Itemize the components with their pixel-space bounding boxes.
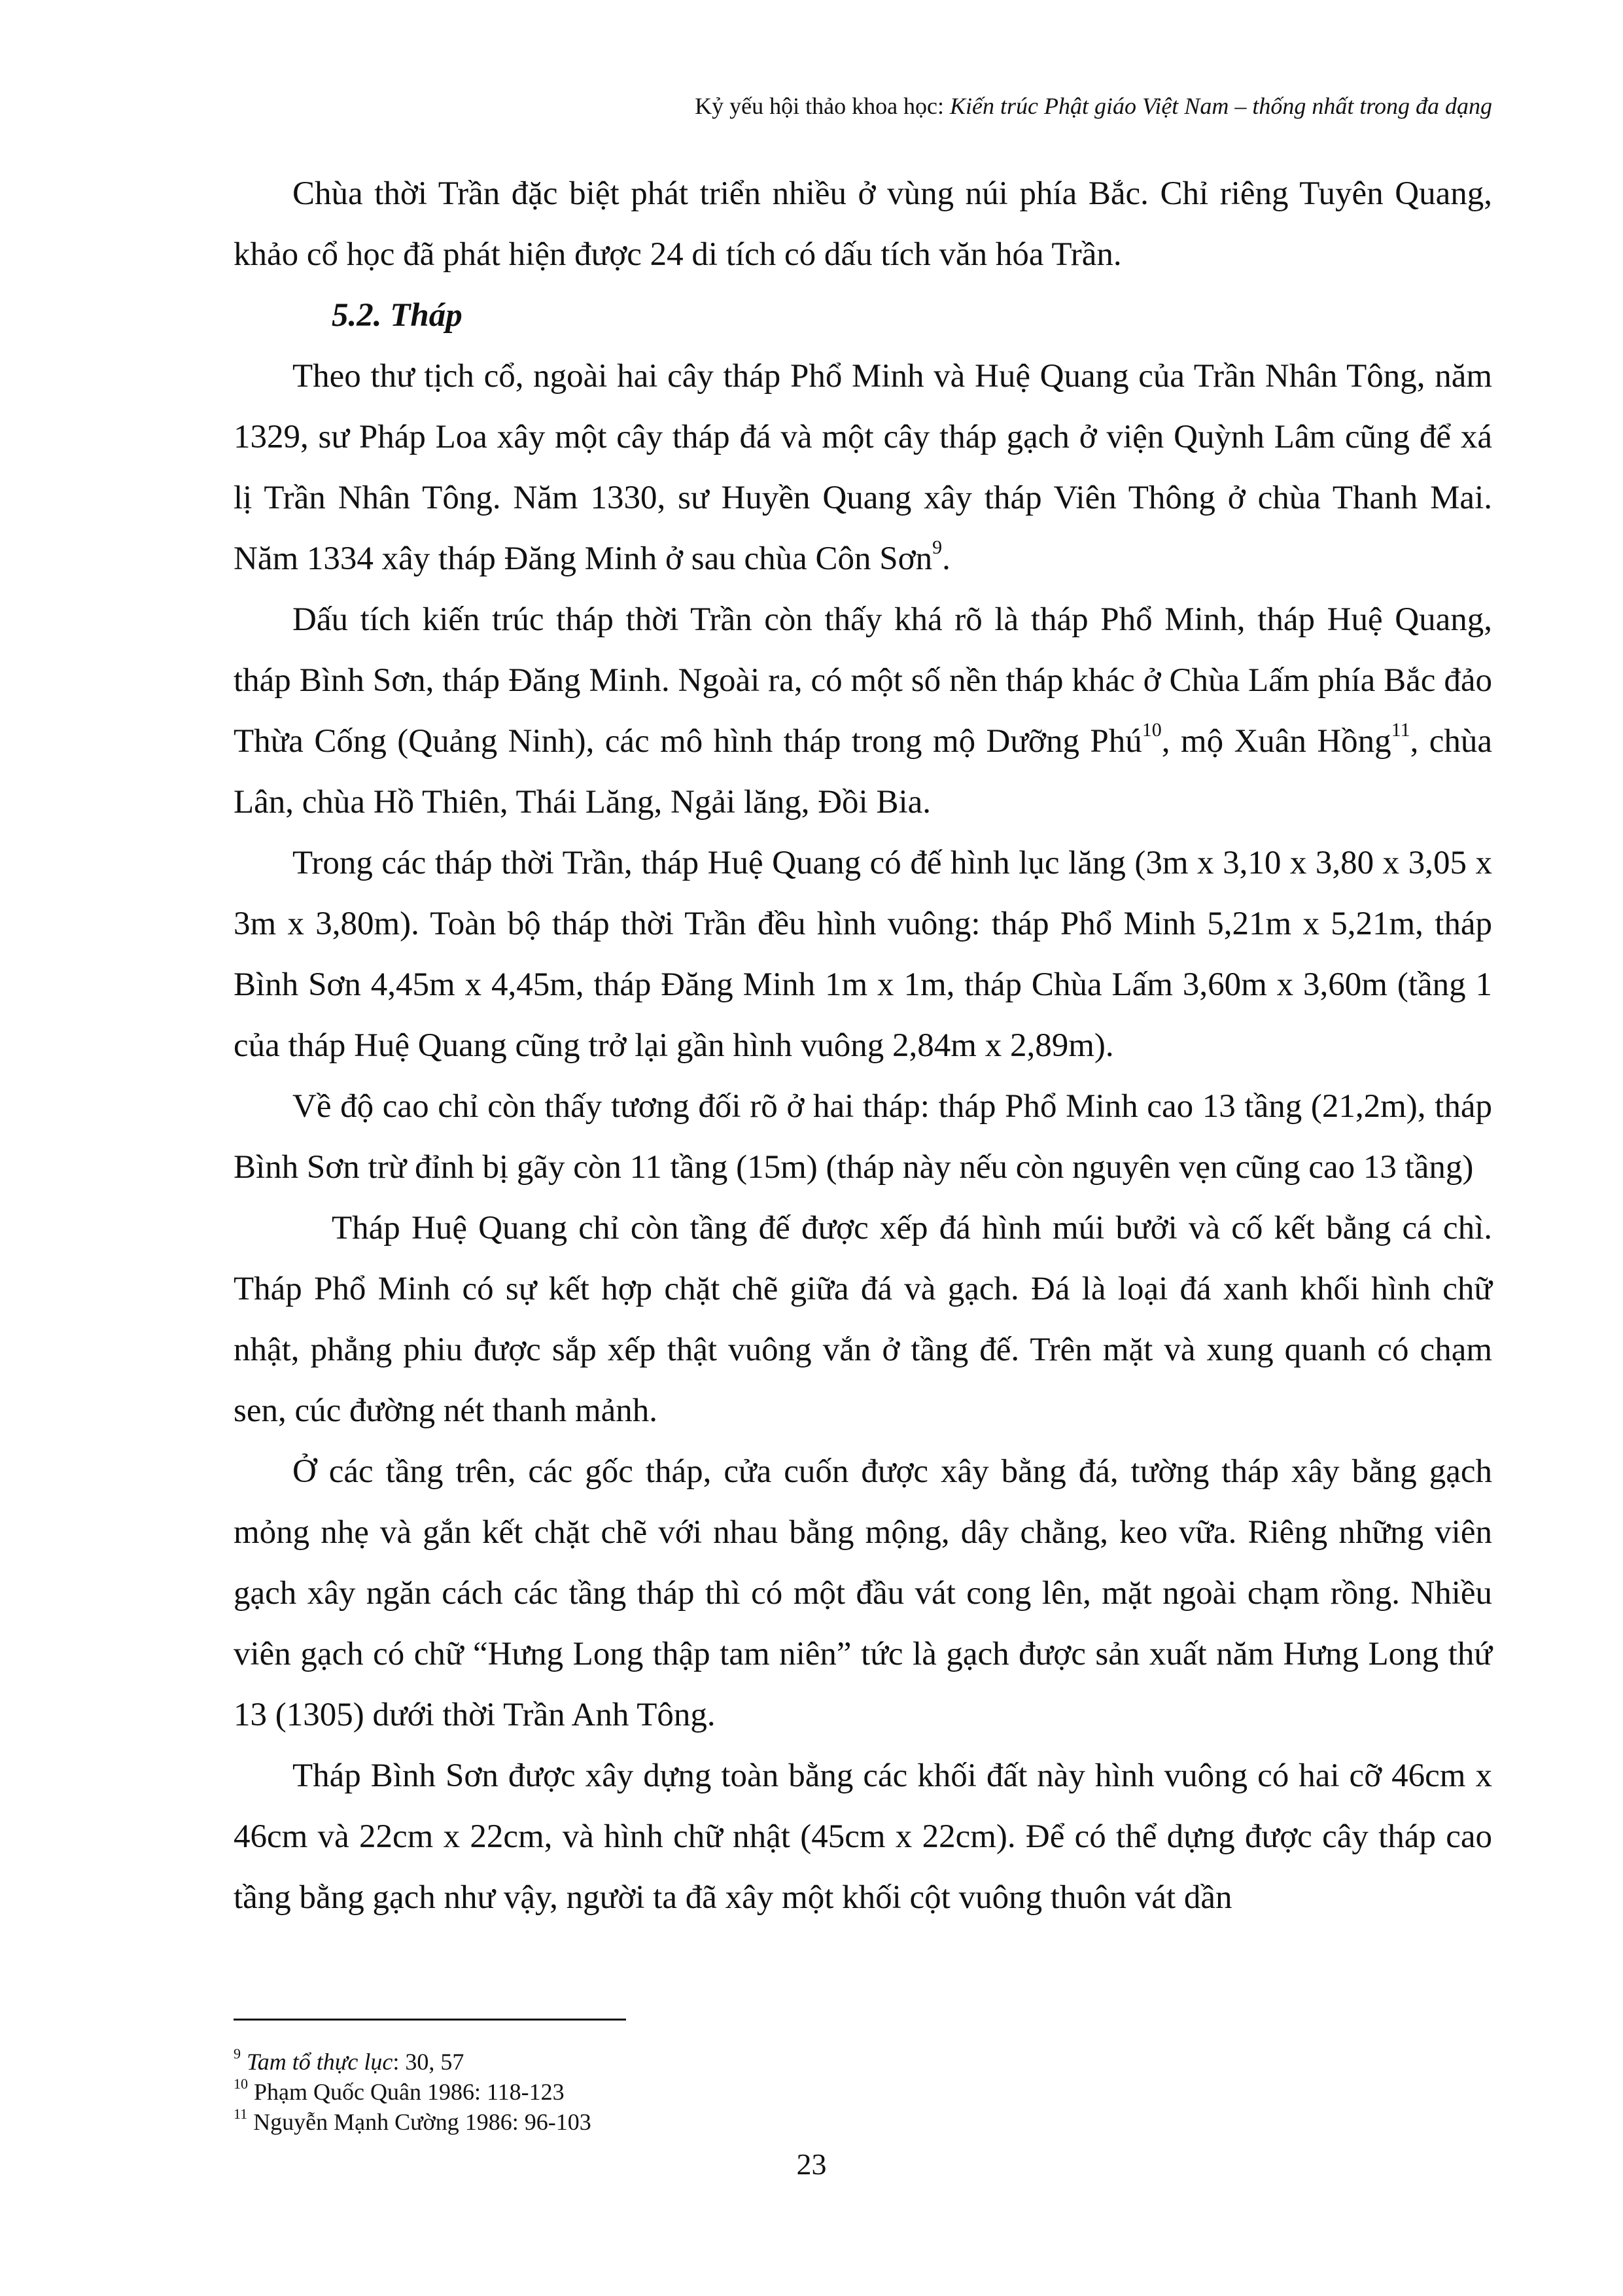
footnote-9 (234, 2047, 591, 2077)
footnote-text: : 30, 57 (393, 2049, 464, 2075)
footnote-number: 9 (234, 2045, 241, 2062)
header-title: Kiến trúc Phật giáo Việt Nam – thống nhất trong đa dạng (950, 93, 1492, 119)
paragraph-1: Chùa thời Trần đặc biệt phát triển nhiều ở vùng núi phía Bắc. Chỉ riêng Tuyên Quang, khảo cổ học đã phát hiện được 24 di tích có dấu tích văn hóa Trần. (234, 175, 1492, 273)
section-heading: 5.2. Tháp (332, 297, 462, 334)
paragraph-3-text-c: , chùa Lân, chùa Hồ Thiên, Thái Lăng, Ngải lăng, Đồi Bia. (234, 723, 1493, 821)
footnote-ref-9[interactable]: 9 (932, 537, 943, 558)
footnote-11 (234, 2107, 591, 2137)
paragraph-4: Trong các tháp thời Trần, tháp Huệ Quang có đế hình lục lăng (3m x 3,10 x 3,80 x 3,05 x 3m x 3,80m). Toàn bộ tháp thời Trần đều hình vuông: tháp Phổ Minh 5,21m x 5,21m, tháp Bình Sơn 4,45m x 4,45m, tháp Đăng Minh 1m x 1m, tháp Chùa Lấm 3,60m x 3,60m (tầng 1 của tháp Huệ Quang cũng trở lại gần hình vuông 2,84m x 2,89m). (234, 845, 1492, 1064)
footnote-text: Phạm Quốc Quân 1986: 118-123 (254, 2079, 565, 2105)
footnotes (234, 2047, 591, 2137)
paragraph-5: Về độ cao chỉ còn thấy tương đối rõ ở hai tháp: tháp Phổ Minh cao 13 tầng (21,2m), tháp Bình Sơn trừ đỉnh bị gãy còn 11 tầng (15m) (tháp này nếu còn nguyên vẹn cũng cao 13 tầng) (234, 1088, 1492, 1186)
footnote-number: 10 (234, 2075, 248, 2092)
paragraph-2 (234, 346, 1492, 590)
footnote-number: 11 (234, 2106, 248, 2122)
header-prefix: Kỷ yếu hội thảo khoa học: (695, 93, 951, 119)
paragraph-6: Tháp Huệ Quang chỉ còn tầng đế được xếp đá hình múi bưởi và cố kết bằng cá chì. Tháp Phổ Minh có sự kết hợp chặt chẽ giữa đá và gạch. Đá là loại đá xanh khối hình chữ nhật, phẳng phiu được sắp xếp thật vuông vắn ở tầng đế. Trên mặt và xung quanh có chạm sen, cúc đường nét thanh mảnh. (234, 1210, 1492, 1429)
footnote-ref-10[interactable]: 10 (1142, 719, 1162, 741)
paragraph-7: Ở các tầng trên, các gốc tháp, cửa cuốn được xây bằng đá, tường tháp xây bằng gạch mỏng nhẹ và gắn kết chặt chẽ với nhau bằng mộng, dây chằng, keo vữa. Riêng những viên gạch xây ngăn cách các tầng tháp thì có một đầu vát cong lên, mặt ngoài chạm rồng. Nhiều viên gạch có chữ “Hưng Long thập tam niên” tức là gạch được sản xuất năm Hưng Long thứ 13 (1305) dưới thời Trần Anh Tông. (234, 1453, 1492, 1733)
main-body (234, 164, 1492, 1928)
footnote-text: Nguyễn Mạnh Cường 1986: 96-103 (253, 2109, 591, 2135)
paragraph-8: Tháp Bình Sơn được xây dựng toàn bằng các khối đất này hình vuông có hai cỡ 46cm x 46cm và 22cm x 22cm, và hình chữ nhật (45cm x 22cm). Để có thể dựng được cây tháp cao tầng bằng gạch như vậy, người ta đã xây một khối cột vuông thuôn vát dần (234, 1757, 1492, 1916)
paragraph-2-end: . (942, 540, 951, 577)
page-number: 23 (796, 2147, 827, 2181)
footnote-italic-title: Tam tổ thực lục (247, 2049, 393, 2075)
footnote-ref-11[interactable]: 11 (1391, 719, 1410, 741)
paragraph-2-text: Theo thư tịch cổ, ngoài hai cây tháp Phổ Minh và Huệ Quang của Trần Nhân Tông, năm 1329, sư Pháp Loa xây một cây tháp đá và một cây tháp gạch ở viện Quỳnh Lâm cũng để xá lị Trần Nhân Tông. Năm 1330, sư Huyền Quang xây tháp Viên Thông ở chùa Thanh Mai. Năm 1334 xây tháp Đăng Minh ở sau chùa Côn Sơn (234, 358, 1492, 577)
paragraph-3-text-a: Dấu tích kiến trúc tháp thời Trần còn thấy khá rõ là tháp Phổ Minh, tháp Huệ Quang, tháp Bình Sơn, tháp Đăng Minh. Ngoài ra, có một số nền tháp khác ở Chùa Lấm phía Bắc đảo Thừa Cống (Quảng Ninh), các mô hình tháp trong mộ Dưỡng Phú (234, 601, 1492, 760)
running-header (695, 92, 1492, 120)
footnote-10 (234, 2077, 591, 2107)
paragraph-3-text-b: , mộ Xuân Hồng (1161, 723, 1391, 760)
footnote-divider (234, 2019, 626, 2021)
paragraph-3 (234, 590, 1492, 833)
